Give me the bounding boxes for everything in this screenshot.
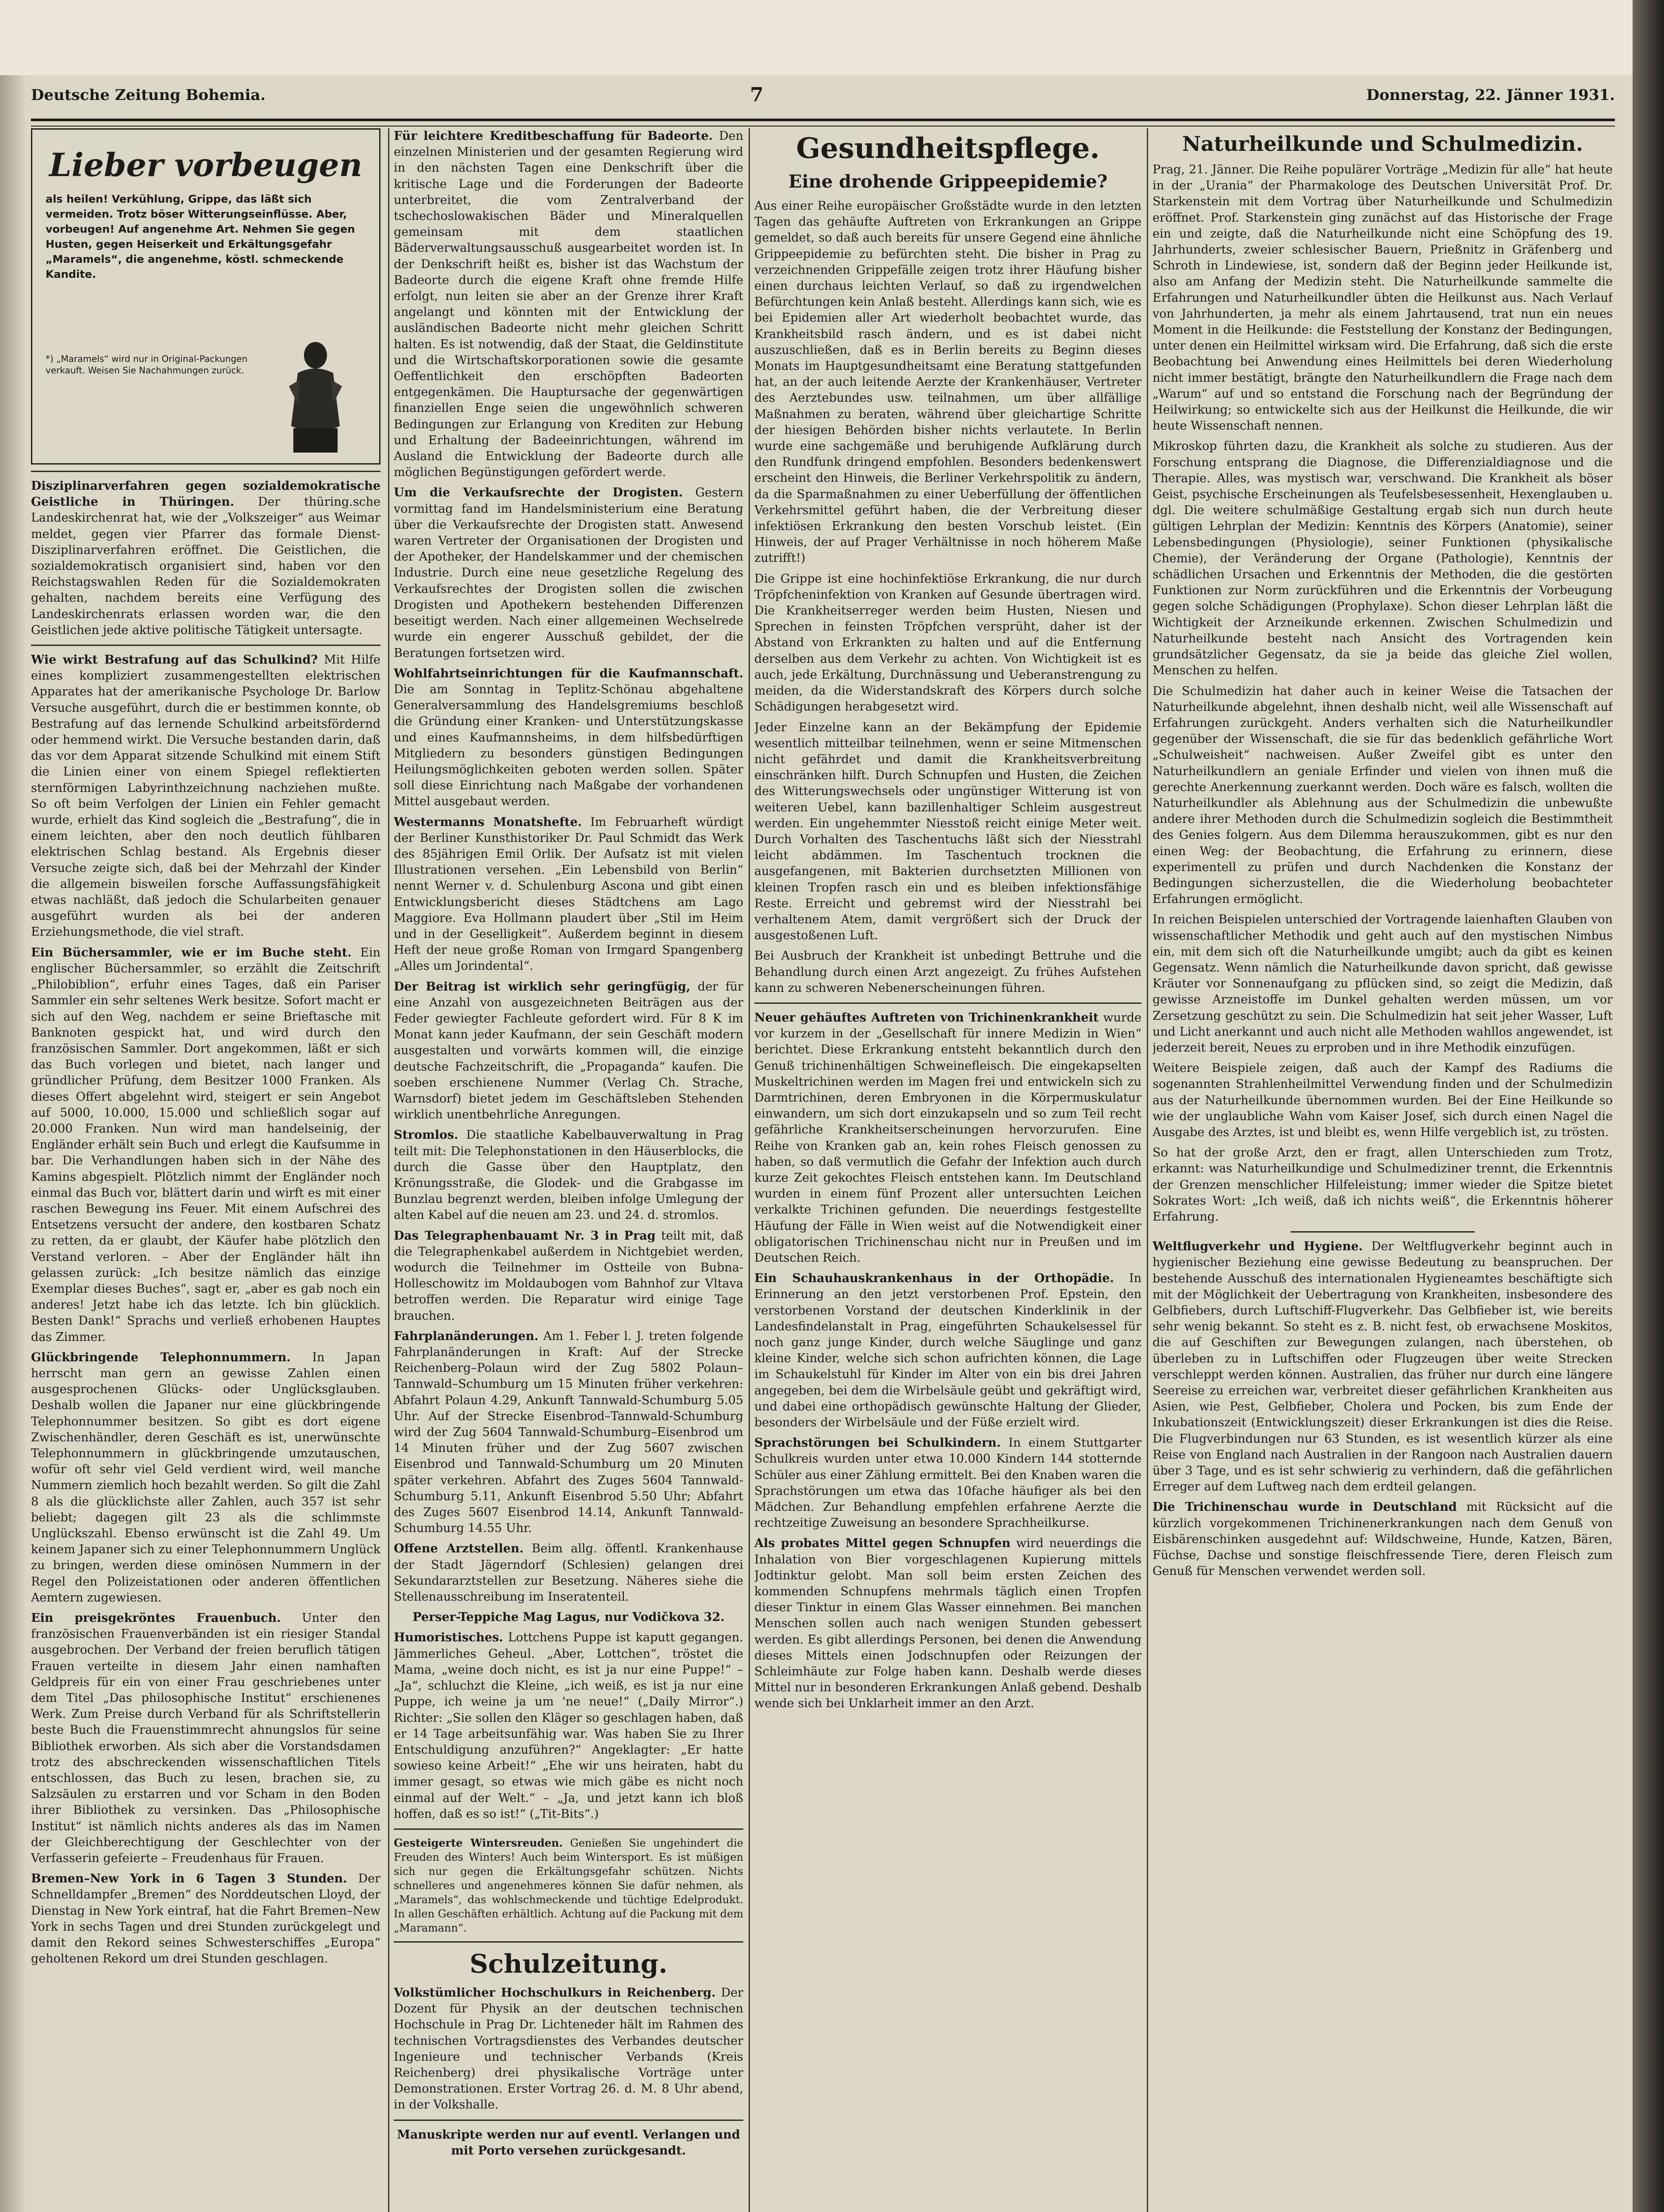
article: Als probates Mittel gegen Schnupfen wird neuerdings die Inhalation von Bier vorgeschlagenen Kupierung mittels Jodtinktur gelobt. Man soll beim ersten Zeichen des kommenden Schnupfens mehrmals täglich einen Tropfen dieser Tinktur in einem Glas Wasser einnehmen. Bei manchen Menschen sollen auch nach wenigen Stunden gebessert werden. Es gibt allerdings Personen, bei denen die Anwendung dieses Mittels einen Jodschnupfen oder Reizungen der Schleimhäute zur Folge haben kann. Deshalb werde dieses Mittel nur in besonderen Erkrankungen Anlaß gebend. Deshalb wende sich bei Unklarheit immer an den Arzt.: [754, 1536, 1141, 1711]
article: Volkstümlicher Hochschulkurs in Reichenberg. Der Dozent für Physik an der deutschen technischen Hochschule in Prag Dr. Lichteneder hält im Rahmen des technischen Vortragsdienstes des Verbandes deutscher Ingenieure und technischer Verbands (Kreis Reichenberg) drei physikalische Vorträge unter Demonstrationen. Erster Vortrag 26. d. M. 8 Uhr abend, in der Volkshalle.: [394, 1985, 743, 2112]
article-paragraph: So hat der große Arzt, den er fragt, allen Unterschieden zum Trotz, erkannt: was Naturheilkundige und Schulmediziner trennt, die Erkenntnis der Grenzen menschlicher Hilfeleistung; immer wieder die Spitze bietet Sokrates Wort: „Ich weiß, daß ich nichts weiß“, die Erkenntnis höherer Erfahrung.: [1153, 1146, 1613, 1224]
divider: [394, 1941, 743, 1943]
article: Perser-Teppiche Mag Lagus, nur Vodičkova 32.: [412, 1610, 725, 1624]
article: Um die Verkaufsrechte der Drogisten. Gestern vormittag fand im Handelsministerium eine Beratung über die Verkaufsrechte der Drogisten statt. Anwesend waren Vertreter der Organisationen der Drogisten und der Apotheker, der Handelskammer und der chemischen Industrie. Durch eine neue gesetzliche Regelung des Verkaufsrechtes der Drogisten sollen die zwischen Drogisten und Apothekern bestehenden Differenzen beseitigt werden. Nach einer allgemeinen Wechselrede wurde ein engerer Ausschuß gebildet, der die Beratungen fortsetzen wird.: [394, 486, 743, 660]
article-paragraph: In reichen Beispielen unterschied der Vortragende laienhaften Glauben von wissenschaftlicher Methodik und geht auch auf den mystischen Nimbus ein, mit dem sich oft die Naturheilkunde umgibt; auch da gibt es keinen Gegensatz. Wenn nämlich die Naturheilkunde davon spricht, daß gewisse Kräuter vor Sonnenaufgang zu pflücken sind, so zeigt die Medizin, daß gewisse Arzneistoffe im Dunkel gehalten werden müssen, um vor Zersetzung geschützt zu sein. Die Schulmedizin hat seit jeher Wasser, Luft und Licht anerkannt und auch nicht alle Methoden wahllos angewendet, ist jederzeit bereit, Neues zu erproben und in ihre Methodik einzufügen.: [1153, 913, 1613, 1055]
divider: [394, 2120, 743, 2121]
article: Glückbringende Telephonnummern. In Japan herrscht man gern an gewisse Zahlen einen ausgesprochenen Glücks- oder Unglücksglauben. Deshalb wollen die Japaner nur eine glückbringende Telephonnummer besitzen. So gibt es dort eigene Zwischenhändler, deren Geschäft es ist, unerwünschte Telephonnummern in glückbringende umzutauschen, wofür oft sehr viel Geld verdient wird, weil manche Nummern ziemlich hoch bezahlt werden. So gilt die Zahl 8 als die glücklichste aller Zahlen, auch 357 ist sehr beliebt; dagegen gilt 23 als die schlimmste Unglückszahl. Ebenso erwünscht ist die Zahl 49. Um keinem Japaner sich zu einer Telephonnummern Unglück zu bringen, werden diese ominösen Nummern in der Regel den Polizeistationen oder anderen öffentlichen Aemtern zugewiesen.: [31, 1350, 380, 1605]
column-rule: [1147, 128, 1148, 2212]
article: Ein Schauhauskrankenhaus in der Orthopädie. In Erinnerung an den jetzt verstorbenen Prof. Epstein, den verstorbenen Vorstand der deutschen Kinderklinik in der Landesfindelanstalt in Prag, eingeführten Schaukelsessel für noch ganz junge Kinder, durch welche Säuglinge und ganz kleine Kinder, welche sich schon aufrichten können, die Lage im Schaukelstuhl für Kinder im Alter von ein bis drei Jahren angegeben, bei dem die Wirbelsäule geübt und gekräftigt wird, und dabei eine orthopädisch gewünschte Haltung der Glieder, besonders der Wirbelsäule und der Füße erzielt wird.: [754, 1271, 1141, 1430]
article: Die Trichinenschau wurde in Deutschland mit Rücksicht auf die kürzlich vorgekommenen Trichinenerkrankungen nach dem Genuß von Eisbärenschinken ausgedehnt auf: Wildschweine, Hunde, Katzen, Bären, Füchse, Dachse und sonstige fleischfressende Tiere, deren Fleisch zum Genuß für Menschen verwendet werden soll.: [1153, 1500, 1613, 1578]
article: Neuer gehäuftes Auftreten von Trichinenkrankheit wurde vor kurzem in der „Gesellschaft für innere Medizin in Wien“ berichtet. Diese Erkrankung entsteht bekanntlich durch den Genuß trichinenhältigen Schweinefleisch. Die eingekapselten Muskeltrichinen werden im Magen frei und entwickeln sich zu Darmtrichinen, deren Embryonen in die Körpermuskulatur einwandern, um sich dort einzukapseln und so zum Teil recht gefährliche Krankheitserscheinungen hervorzurufen. Eine Reihe von Kranken gab an, kein rohes Fleisch genossen zu haben, so daß vermutlich die Gefahr der Infektion auch durch kurze Zeit gekochtes Fleisch entstehen kann. Im Deutschland wurden in einem fünf Prozent aller untersuchten Leichen verkalkte Trichinen gefunden. Die neuerdings festgestellte Häufung der Fälle in Wien weist auf die Notwendigkeit einer obligatorischen Trichinenschau nicht nur in Preußen und im Deutschen Reich.: [754, 1010, 1141, 1265]
advertisement-maramels: [31, 128, 380, 465]
article: Ein Büchersammler, wie er im Buche steht. Ein englischer Büchersammler, so erzählt die Zeitschrift „Philobiblion“, erfuhr eines Tages, daß ein Pariser Sammler ein sehr seltenes Werk besitze. Sofort macht er sich auf den Weg, nachdem er seine Brieftasche mit Banknoten gespickt hat, und wird durch den französischen Sammler. Dort angekommen, läßt er sich das Buch vorlegen und bietet, nach langer und gründlicher Prüfung, dem Besitzer 1000 Franken. Als dieses Offert abgelehnt wird, steigert er sein Angebot auf 5000, 10.000, 15.000 und schließlich sogar auf 20.000 Franken. Nun wird man handelseinig, der Engländer erhält sein Buch und erlegt die Kaufsumme in bar. Die Verhandlungen haben sich in der Nähe des Kamins abgespielt. Plötzlich nimmt der Engländer noch einmal das Buch vor, blättert darin und wirft es mit einer raschen Bewegung ins Feuer. Mit einem Aufschrei des Entsetzens versucht der andere, den kostbaren Schatz zu retten, da er glaubt, der Käufer habe plötzlich den Verstand verloren. – Aber der Engländer hält ihn gelassen zurück: „Ich besitze nämlich das einzige Exemplar dieses Buches“, sagt er, „aber es gab noch ein anderes! Jetzt habe ich das letzte. Ich bin glücklich. Besten Dank!“ Sprachs und verließ erhobenen Hauptes das Zimmer.: [31, 945, 380, 1344]
scan-top-margin: [0, 0, 1664, 75]
article: Der Beitrag ist wirklich sehr geringfügig, der für eine Anzahl von ausgezeichneten Beiträgen aus der Feder gewiegter Fachleute gefordert wird. Für 8 K im Monat kann jeder Kaufmann, der sein Geschäft modern ausgestalten und vorwärts kommen will, die einzige deutsche Fachzeitschrift, die „Propaganda“ kaufen. Die soeben erschienene Nummer (Verlag Ch. Strache, Warnsdorf) bietet jedem im Geschäftsleben Stehenden wirklich unentbehrliche Anregungen.: [394, 979, 743, 1122]
article-heading: Eine drohende Grippeepidemie?: [788, 171, 1108, 192]
page-number: 7: [750, 84, 764, 106]
article-paragraph: Mikroskop führten dazu, die Krankheit als solche zu studieren. Aus der Forschung entsprang die Diagnose, die Differenzialdiagnose und die Therapie. Alles, was mystisch war, verschwand. Die Krankheit als böser Geist, psychische Erscheinungen als Teufelsbesessenheit, Hexenglauben u. dgl. Die weitere schulmäßige Gestaltung ergab sich nun durch heute gültigen Lehrplan der Medizin: Kenntnis des Körpers (Anatomie), seiner Lebensbedingungen (Physiologie), seiner Funktionen (physikalische Chemie), der Veränderung der Organe (Pathologie), Kenntnis der schädlichen Ursachen und Erkenntnis der Methoden, die die gestörten Funktionen zur Norm zurückführen und die Erkenntnis der Vorbeugung gegen solche Schädigungen (Prophylaxe). Schon dieser Lehrplan läßt die Wichtigkeit der Arzneikunde erkennen. Zwischen Schulmedizin und Naturheilkunde besteht nach Ansicht des Vortragenden kein grundsätzlicher Gegensatz, da sie ja beide das gleiche Ziel wollen, Menschen zu helfen.: [1153, 439, 1613, 678]
article-paragraph: Die Schulmedizin hat daher auch in keiner Weise die Tatsachen der Naturheilkunde abgelehnt, ihnen deshalb nicht, weil alle Wissenschaft auf Erfahrungen zurückgeht. Anders verhalten sich die Naturheilkundler gegenüber der Wissenschaft, die sie für das bedenklich gefährliche Wort „Schulweisheit“ nachweisen. Außer Zweifel gibt es unter den Naturheilkundlern an geniale Erfinder und vielen von ihnen muß die gerechte Anerkennung zuerkannt werden. Doch wäre es falsch, wollten die Naturheilkundler als Ablehnung aus der Schulmedizin die unbewußte andere ihrer Methoden durch die Schulmedizin sogleich die Bestimmtheit des Genies folgern. Aus dem Dilemma herauszukommen, gibt es nur den einen Weg: der Beobachtung, die Erfahrung zu erinnern, diese experimentell zu prüfen und durch Nachdenken die Konstanz der Bedingungen sicherzustellen, die die Wiederholung beobachteter Erfahrungen ermöglicht.: [1153, 684, 1613, 906]
article-paragraph: Jeder Einzelne kann an der Bekämpfung der Epidemie wesentlich mitteilbar teilnehmen, wenn er seine Mitmenschen nicht gefährdet und damit die Krankheitsverbreitung einschränken hilft. Durch Schnupfen und Husten, die Zeichen des Witterungswechsels oder ungünstiger Witterung ist von weiteren Uebel, kann bazillenhaltiger Schleim ausgestreut werden. Ein ungehemmter Niesstoß reicht einige Meter weit. Durch Vorhalten des Taschentuchs läßt sich der Niesstrahl leicht abdämmen. Im Taschentuch trocknen die ausgefangenen, mit Bakterien durchsetzten Millionen von kleinen Tropfen rasch ein und es bleiben infektionsfähige Reste. Erreicht und gebremst wird der Niesstrahl bei verhaltenem Atem, damit vergrößert sich der Druck der ausgestoßenen Luft.: [754, 720, 1141, 943]
article-paragraph: Bei Ausbruch der Krankheit ist unbedingt Bettruhe und die Behandlung durch einen Arzt angezeigt. Zu frühes Aufstehen kann zu schweren Nebenerscheinungen führen.: [754, 949, 1141, 995]
section-heading-gesundheitspflege: Gesundheitspflege.: [796, 132, 1100, 165]
editorial-notice: Manuskripte werden nur auf eventl. Verlangen und mit Porto versehen zurückgesandt.: [397, 2128, 740, 2158]
article: Wie wirkt Bestrafung auf das Schulkind? Mit Hilfe eines kompliziert zusammengestellten elektrischen Apparates hat der amerikanische Psychologe Dr. Barlow Versuche ausgeführt, durch die er bestimmen konnte, ob Bestrafung auf das lernende Schulkind arbeitsfördernd oder hemmend wirkt. Die Versuche bestanden darin, daß das vor dem Apparat sitzende Schulkind mit einem Stift die Linien einer von einem Spiegel reflektierten sternförmigen Labyrinthzeichnung nachziehen mußte. So oft beim Verfolgen der Linien ein Fehler gemacht wurde, erhielt das Kind sogleich die „Bestrafung“, die in einem leichten, aber den noch deutlich fühlbaren elektrischen Schlag bestand. Als Ergebnis dieser Versuche zeigte sich, daß bei der Mehrzahl der Kinder die allgemein bisweilen forsche Auffassungsfähigkeit etwas nachläßt, daß jedoch die Schularbeiten genauer ausgeführt wurden als bei der anderen Erziehungsmethode, die viel straft.: [31, 653, 380, 939]
ad-body: als heilen! Verkühlung, Grippe, das läßt sich vermeiden. Trotz böser Witterungseinflüsse. Aber, vorbeugen! Auf angenehme Art. Nehmen Sie gegen Husten, gegen Heiserkeit und Erkältungsgefahr „Maramels“, die angenehme, köstl. schmeckende Kandite.: [46, 193, 355, 280]
page-header: [31, 86, 1615, 113]
masthead-name: Deutsche Zeitung Bohemia.: [31, 86, 266, 104]
column-3: [754, 128, 1141, 2212]
divider: [754, 1002, 1141, 1004]
ad-title: Lieber vorbeugen: [49, 146, 362, 184]
article: Offene Arztstellen. Beim allg. öffentl. Krankenhause der Stadt Jägerndorf (Schlesien) gelangen drei Sekundararztstellen zur Besetzung. Näheres siehe die Stellenausschreibung im Inseratenteil.: [394, 1542, 743, 1604]
divider: [31, 471, 380, 472]
column-4: [1153, 128, 1613, 2212]
article: Das Telegraphenbauamt Nr. 3 in Prag teilt mit, daß die Telegraphenkabel außerdem in Nichtgebiet werden, wodurch die Teilnehmer im Ostteile von Bubna-Holleschowitz im Moldaubogen vom Bahnhof zur Vltava betroffen werden. Die Reparatur wird einige Tage brauchen.: [394, 1229, 743, 1323]
article-heading-naturheilkunde: Naturheilkunde und Schulmedizin.: [1182, 132, 1583, 156]
scan-left-shadow: [0, 75, 27, 2212]
divider: [31, 645, 380, 646]
article: Wohlfahrtseinrichtungen für die Kaufmannschaft. Die am Sonntag in Teplitz-Schönau abgehaltene Generalversammlung des Handelsgremiums beschloß die Gründung einer Kranken- und Unterstützungskasse und eines Kaufmannsheims, in dem hilfsbedürftigen Mitgliedern zu besonders günstigen Bedingungen Heilungsmöglichkeiten geboten werden sollen. Später soll diese Einrichtung nach Maßgabe der vorhandenen Mittel ausgebaut werden.: [394, 666, 743, 809]
article: Disziplinarverfahren gegen sozialdemokratische Geistliche in Thüringen. Der thüring.sche Landeskirchenrat hat, wie der „Volkszeiger“ aus Weimar meldet, gegen vier Pfarrer das formale Dienst-Disziplinarverfahren eröffnet. Die Geistlichen, die sozialdemokratisch organisiert sind, haben vor den Reichstagswahlen Reden für die Sozialdemokraten gehalten, nachdem bereits eine Verfügung des Landeskirchenrats erlassen worden war, die den Geistlichen jede aktive politische Tätigkeit untersagte.: [31, 479, 380, 637]
divider: [394, 1828, 743, 1830]
article: Humoristisches. Lottchens Puppe ist kaputt gegangen. Jämmerliches Geheul. „Aber, Lottchen“, tröstet die Mama, „weine doch nicht, es ist ja nur eine Puppe!“ – „Ja“, schluchzt die Kleine, „ich weiß, es ist ja nur eine Puppe, ich weine ja um 'ne neue!“ („Daily Mirror“.) Richter: „Sie sollen den Kläger so geschlagen haben, daß er 14 Tage arbeitsunfähig war. Was haben Sie zu Ihrer Entschuldigung anzuführen?“ Angeklagter: „Er hatte sowieso keine Arbeit!“ „Ehe wir uns heiraten, habt du immer gesagt, so etwas wie mich gäbe es nicht noch einmal auf der Welt.“ – „Ja, und jetzt kann ich bloß hoffen, daß es so ist!“ („Tit-Bits“.): [394, 1631, 743, 1821]
figure-illustration-icon: [280, 338, 351, 457]
article: Fahrplanänderungen. Am 1. Feber l. J. treten folgende Fahrplanänderungen in Kraft: Auf der Strecke Reichenberg–Polaun wird der Zug 5802 Polaun–Tannwald–Schumburg um 15 Minuten früher verkehren: Abfahrt Polaun 4.29, Ankunft Tannwald-Schumburg 5.05 Uhr. Auf der Strecke Eisenbrod–Tannwald-Schumburg wird der Zug 5604 Tannwald-Schumburg–Eisenbrod um 14 Minuten früher und der Zug 5607 zwischen Eisenbrod und Tannwald-Schumburg um 20 Minuten später verkehren. Abfahrt des Zuges 5604 Tannwald-Schumburg 5.11, Ankunft Eisenbrod 5.50 Uhr; Abfahrt des Zuges 5607 Eisenbrod 14.14, Ankunft Tannwald-Schumburg 14.55 Uhr.: [394, 1329, 743, 1536]
article: Weltflugverkehr und Hygiene. Der Weltflugverkehr beginnt auch in hygienischer Beziehung eine gewisse Bedeutung zu beanspruchen. Der bestehende Ausschuß des internationalen Hygieneamtes beschäftigte sich mit der Möglichkeit der Uebertragung von Krankheiten, insbesondere des Gelbfiebers, durch Luftschiff-Flugverkehr. Das Gelbfieber ist, wie bereits sehr wenig bekannt. So steht es z. B. nicht fest, ob erwachsene Moskitos, die auf Geschiften zur Bewegungen zulangen, nach überstehen, ob überleben zu in Luftschiffen oder Flugzeugen über weite Strecken verschleppt werden können. Australien, das früher nur durch eine längere Seereise zu erreichen war, verbreitet dieser gefährlichen Krankheiten aus Asien, wie Pest, Gelbfieber, Cholera und Pocken, bis zum Ende der Inkubationszeit (Entwicklungszeit) dieser Erkrankungen ist dies die Reise. Die Flugverbindungen nur 63 Stunden, es ist wesentlich kürzer als eine Reise von England nach Australien in der Rangoon nach Australien dauern über 3 Tage, und es ist sehr schwierig zu verhindern, daß die gefährlichen Erreger auf dem Luftweg nach dem erdteil gelangen.: [1153, 1240, 1613, 1494]
column-rule: [388, 128, 389, 2212]
article-paragraph: Die Grippe ist eine hochinfektiöse Erkrankung, die nur durch Tröpfcheninfektion von Kranken auf Gesunde übertragen wird. Die Krankheitserreger werden beim Husten, Niesen und Sprechen in feinsten Tröpfchen versprüht, daher ist der Abstand von Erkrankten zu halten und auf die Entfernung derselben aus dem Verkehr zu achten. Von Wichtigkeit ist es auch, jede Erkältung, Durchnässung und Ueberanstrengung zu meiden, da die Widerstandskraft des Körpers durch solche Schädigungen herabgesetzt wird.: [754, 572, 1141, 714]
issue-date: Donnerstag, 22. Jänner 1931.: [1366, 86, 1615, 104]
header-rule: [31, 119, 1615, 127]
ad-footnote: *) „Maramels“ wird nur in Original-Packungen verkauft. Weisen Sie Nachahmungen zurück.: [46, 353, 248, 376]
article: Ein preisgekröntes Frauenbuch. Unter den französischen Frauenverbänden ist ein riesiger Standal ausgebrochen. Der Verband der freien beruflich tätigen Frauen verteilte in diesem Jahr einen namhaften Geldpreis für ein von einer Frau geschriebenes unter dem Titel „Das philosophische Institut“ erschienenes Werk. Zum Preise durch Verband für als Schriftstellerin beste Buch die Frauenstimmrecht ahnungslos für seine Bibliothek erworben. Als sich aber die Vorstandsdamen trotz des abschreckenden wissenschaftlichen Titels entschlossen, das Buch zu lesen, brachen sie, zu Salzsäulen zu erstarren und vor Scham in den Boden ihrer Bibliothek zu versinken. Das „Philosophische Institut“ ist nämlich nichts anderes als das im Namen der Gleichberechtigung der Geschlechter von der Verfasserin gefeierte – Freudenhaus für Frauen.: [31, 1611, 380, 1866]
scan-right-edge: [1633, 0, 1664, 2212]
article: Gesteigerte Wintersreuden. Genießen Sie ungehindert die Freuden des Winters! Auch beim Wintersport. Es ist müßigen sich nur gegen die Erkältungsgefahr schützen. Nichts schnelleres und angenehmeres können Sie dafür nehmen, als „Maramels“, das wohlschmeckende und tüchtige Edelprodukt. In allen Geschäften erhältlich. Achtung auf die Packung mit dem „Maramann“.: [394, 1836, 743, 1934]
column-rule: [749, 128, 750, 2212]
article-paragraph: Aus einer Reihe europäischer Großstädte wurde in den letzten Tagen das gehäufte Auftreten von Erkrankungen an Grippe gemeldet, so daß auch bereits für unsere Gegend eine ähnliche Grippeepidemie zu befürchten steht. Die bisher in Prag zu verzeichnenden Grippefälle zeigen trotz ihrer Häufung bisher einen durchaus leichten Verlauf, so daß zu irgendwelchen Befürchtungen kein Anlaß besteht. Allerdings kann sich, wie es bei Epidemien aller Art wiederholt beobachtet wurde, das Krankheitsbild rasch ändern, und es ist dabei nicht auszuschließen, daß es in Berlin bereits zu Beginn dieses Monats im Hauptgesundheitsamt eine Beratung stattgefunden hat, an der auch leitende Aerzte der Krankenhäuser, Vertreter des Aerztebundes usw. teilnahmen, um über allfällige Maßnahmen zu beraten, während über gleichartige Schritte der hiesigen Behörden bisher nichts verlautete. In Berlin wurde eine sachgemäße und beruhigende Aufklärung durch den Rundfunk dringend empfohlen. Besonders bedenkenswert erscheint den Hinweis, die Berliner Verkehrspolitik zu ändern, da die Sparmaßnahmen zu einer Ueberfüllung der öffentlichen Verkehrsmittel geführt haben, die der Verbreitung dieser infektiösen Erkrankung den besten Vorschub leistet. (Ein Hinweis, der auf Prager Verhältnisse in noch höherem Maße zutrifft!): [754, 199, 1141, 565]
article-paragraph: Prag, 21. Jänner. Die Reihe populärer Vorträge „Medizin für alle“ hat heute in der „Urania“ der Pharmakologe des Deutschen Universität Prof. Dr. Starkenstein mit dem Vortrag über Naturheilkunde und Schulmedizin eröffnet. Prof. Starkenstein ging zunächst auf das Historische der Frage ein und zeigte, daß die Naturheilkunde nicht eine Schöpfung des 19. Jahrhunderts, zweier schlesischer Bauern, Prießnitz in Gräfenberg und Schroth in Lindewiese, ist, sondern daß der Beginn jeder Heilkunde ist, also am Anfang der Medizin steht. Die Naturheilkunde sammelte die Erfahrungen und Naturheilkundler übten die Heilkunst aus. Nach Verlauf von Jahrhunderten, ja mehr als einem Jahrtausend, trat nun ein neues Moment in die Heilkunde: die Feststellung der Konstanz der Bedingungen, unter denen ein Heilmittel wirksam wird. Die Erfahrung, daß sich die erste Beobachtung bei Anwendung eines Heilmittels bei deren Wiederholung nicht immer bestätigt, brängte den Naturheilkundlern die Frage nach dem „Warum“ auf und so entstand die Forschung nach der Begründung der Heilwirkung; so entwickelte sich aus der Heilkunst die Heilkunde, die wir heute Wissenschaft nennen.: [1153, 163, 1613, 433]
column-2: [394, 128, 743, 2212]
section-heading-schulzeitung: Schulzeitung.: [469, 1948, 668, 1979]
article: Westermanns Monatshefte. Im Februarheft würdigt der Berliner Kunsthistoriker Dr. Paul Schmidt das Werk des 85jährigen Emil Orlik. Der Aufsatz ist mit vielen Illustrationen versehen. „Ein Lebensbild von Berlin“ nennt Werner v. d. Schulenburg Ascona und gibt einen Entwicklungsbericht dieses Städtchens am Lago Maggiore. Eva Hollmann plaudert über „Stil im Heim und in der Geselligkeit“. Außerdem beginnt in diesem Heft der neue große Roman von Irmgard Spangenberg „Alles um Jorindental“.: [394, 815, 743, 973]
divider: [1291, 1231, 1475, 1233]
article: Für leichtere Kreditbeschaffung für Badeorte. Den einzelnen Ministerien und der gesamten Regierung wird in den nächsten Tagen eine Denkschrift über die kritische Lage und die Forderungen der Badeorte unterbreitet, die vom Zentralverband der tschechoslowakischen Bäder und Mineralquellen gemeinsam mit dem staatlichen Bäderverwaltungsausschuß ausgearbeitet worden ist. In der Denkschrift heißt es, bisher ist das Wachstum der Badeorte durch die eigene Kraft ohne fremde Hilfe erfolgt, nun leiten sie aber an der Grenze ihrer Kraft angelangt und könnten mit der Entwicklung der ausländischen Badeorte nicht mehr gleichen Schritt halten. Es ist notwendig, daß der Staat, die Geldinstitute und die Wirtschaftskorporationen sowie die gesamte Oeffentlichkeit den erschöpften Badeorten entgegenkämen. Die Hauptursache der gegenwärtigen finanziellen Enge seien die ungewöhnlich schweren Bedingungen zur Erlangung von Krediten zur Hebung und Erhaltung der Badeeinrichtungen, während im Ausland die Entwicklung der Badeorte durch alle möglichen Begünstigungen gefördert werde.: [394, 129, 743, 480]
article: Bremen–New York in 6 Tagen 3 Stunden. Der Schnelldampfer „Bremen“ des Norddeutschen Lloyd, der Dienstag in New York eintraf, hat die Fahrt Bremen–New York in sechs Tagen und drei Stunden zurückgelegt und damit den Rekord seines Schwesterschiffes „Europa“ geholtenen Rekord um drei Stunden geschlagen.: [31, 1872, 380, 1966]
article: Sprachstörungen bei Schulkindern. In einem Stuttgarter Schulkreis wurden unter etwa 10.000 Kindern 144 stotternde Schüler aus einer Zählung ermittelt. Bei den Knaben waren die Sprachstörungen um etwa das 10fache häufiger als bei den Mädchen. Zur Behandlung empfehlen erfahrene Aerzte die rechtzeitige Zuweisung an besondere Sprachheilkurse.: [754, 1436, 1141, 1530]
article: Stromlos. Die staatliche Kabelbauverwaltung in Prag teilt mit: Die Telephonstationen in den Häuserblocks, die durch die Gasse über den Hauptplatz, den Krönungsstraße, die Glodek- und die Grabgasse im Bunzlau begrenzt werden, bleiben infolge Umlegung der alten Kabel auf die neuen am 23. und 24. d. stromlos.: [394, 1128, 743, 1222]
article-paragraph: Weitere Beispiele zeigen, daß auch der Kampf des Radiums die sogenannten Strahlenheilmittel Verwendung finden und der Schulmedizin aus der Naturheilkunde übernommen wurden. Bei der Eine Heilkunde so wie der unglaubliche Wahn vom Kaiser Josef, sich durch einen Nagel die Ausgabe des Arztes, ist und bleibt es, wenn Hilfe vergeblich ist, zu trösten.: [1153, 1061, 1613, 1139]
column-1: [31, 128, 380, 2212]
